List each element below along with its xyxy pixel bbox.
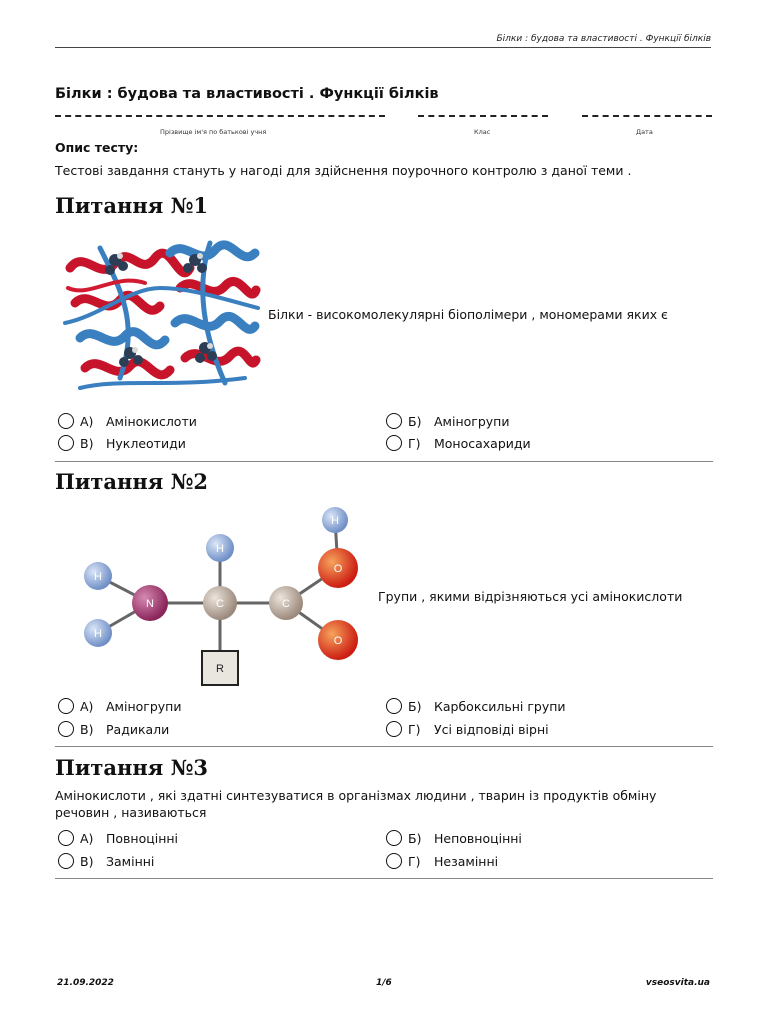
svg-text:C: C	[216, 598, 224, 610]
question-2-heading: Питання №2	[55, 469, 209, 494]
q2-option-d[interactable]	[386, 719, 549, 739]
q3-option-c[interactable]	[58, 851, 154, 871]
option-label: Карбоксильні групи	[434, 698, 566, 714]
option-letter: Б)	[408, 830, 422, 846]
atom-h1	[84, 562, 112, 590]
radio-button[interactable]	[386, 435, 402, 451]
option-letter: Б)	[408, 698, 422, 714]
svg-text:H: H	[94, 571, 102, 583]
radio-button[interactable]	[58, 721, 74, 737]
radio-button[interactable]	[58, 435, 74, 451]
q1-option-d[interactable]	[386, 433, 531, 453]
amino-acid-structure-image	[58, 498, 378, 690]
date-field-caption: Дата	[636, 128, 653, 136]
atom-h3	[206, 534, 234, 562]
svg-text:H: H	[94, 628, 102, 640]
radio-button[interactable]	[58, 853, 74, 869]
svg-text:N: N	[146, 598, 154, 610]
footer-page-number: 1/6	[376, 978, 392, 988]
option-label: Амінокислоти	[106, 413, 197, 429]
q1-option-c[interactable]	[58, 433, 186, 453]
radio-button[interactable]	[386, 721, 402, 737]
class-field-line[interactable]	[418, 115, 548, 117]
radio-button[interactable]	[58, 413, 74, 429]
q1-option-a[interactable]	[58, 411, 197, 431]
atom-h2	[84, 619, 112, 647]
name-field-caption: Прізвище ім'я по батькові учня	[160, 128, 267, 136]
svg-text:O: O	[333, 563, 343, 575]
option-label: Неповноцінні	[434, 830, 522, 846]
option-letter: В)	[80, 853, 94, 869]
radio-button[interactable]	[386, 830, 402, 846]
q3-option-d[interactable]	[386, 851, 498, 871]
atom-h4	[322, 507, 348, 533]
option-label: Моносахариди	[434, 435, 531, 451]
atom-c1	[203, 586, 237, 620]
radio-button[interactable]	[58, 830, 74, 846]
running-header-title: Білки : будова та властивості . Функції білків	[496, 34, 711, 44]
svg-text:C: C	[282, 598, 290, 610]
radio-button[interactable]	[386, 698, 402, 714]
description-label: Опис тесту:	[55, 140, 139, 155]
radio-button[interactable]	[58, 698, 74, 714]
q3-option-a[interactable]	[58, 828, 178, 848]
question-3-heading: Питання №3	[55, 755, 209, 780]
radio-button[interactable]	[386, 853, 402, 869]
atom-o2	[318, 620, 358, 660]
option-letter: А)	[80, 698, 94, 714]
question-2-separator	[55, 746, 713, 747]
option-label: Радикали	[106, 721, 170, 737]
q2-option-c[interactable]	[58, 719, 169, 739]
option-letter: А)	[80, 413, 94, 429]
svg-text:O: O	[333, 635, 343, 647]
svg-text:H: H	[216, 543, 224, 555]
svg-text:R: R	[216, 663, 224, 675]
option-label: Нуклеотиди	[106, 435, 186, 451]
option-letter: Г)	[408, 853, 421, 869]
question-1-text: Білки - високомолекулярні біополімери , мономерами яких є	[268, 307, 668, 322]
q1-option-b[interactable]	[386, 411, 509, 431]
option-label: Замінні	[106, 853, 155, 869]
option-letter: Б)	[408, 413, 422, 429]
document-title: Білки : будова та властивості . Функції білків	[55, 86, 439, 102]
question-1-heading: Питання №1	[55, 193, 209, 218]
option-letter: А)	[80, 830, 94, 846]
footer-date: 21.09.2022	[57, 978, 114, 988]
footer-site: vseosvita.ua	[645, 978, 710, 988]
atom-c2	[269, 586, 303, 620]
header-divider	[55, 47, 711, 48]
protein-structure-image	[60, 228, 262, 396]
svg-text:H: H	[331, 515, 339, 527]
description-text: Тестові завдання стануть у нагоді для здійснення поурочного контролю з даної теми .	[55, 163, 632, 178]
option-label: Аміногрупи	[434, 413, 510, 429]
option-letter: В)	[80, 435, 94, 451]
option-label: Повноцінні	[106, 830, 179, 846]
question-3-separator	[55, 878, 713, 879]
option-label: Усі відповіді вірні	[434, 721, 549, 737]
q2-option-b[interactable]	[386, 696, 566, 716]
class-field-caption: Клас	[474, 128, 491, 136]
q3-option-b[interactable]	[386, 828, 522, 848]
question-1-separator	[55, 461, 713, 462]
atom-r	[202, 651, 238, 685]
option-letter: В)	[80, 721, 94, 737]
q2-option-a[interactable]	[58, 696, 181, 716]
question-2-text: Групи , якими відрізняються усі амінокислоти	[378, 589, 683, 604]
option-label: Аміногрупи	[106, 698, 182, 714]
question-3-text: Амінокислоти , які здатні синтезуватися в організмах людини , тварин із продуктів обміну речовин , називаються	[55, 788, 657, 820]
option-label: Незамінні	[434, 853, 499, 869]
name-field-line[interactable]	[55, 115, 385, 117]
atom-n	[132, 585, 168, 621]
atom-o1	[318, 548, 358, 588]
option-letter: Г)	[408, 435, 421, 451]
date-field-line[interactable]	[582, 115, 712, 117]
radio-button[interactable]	[386, 413, 402, 429]
option-letter: Г)	[408, 721, 421, 737]
